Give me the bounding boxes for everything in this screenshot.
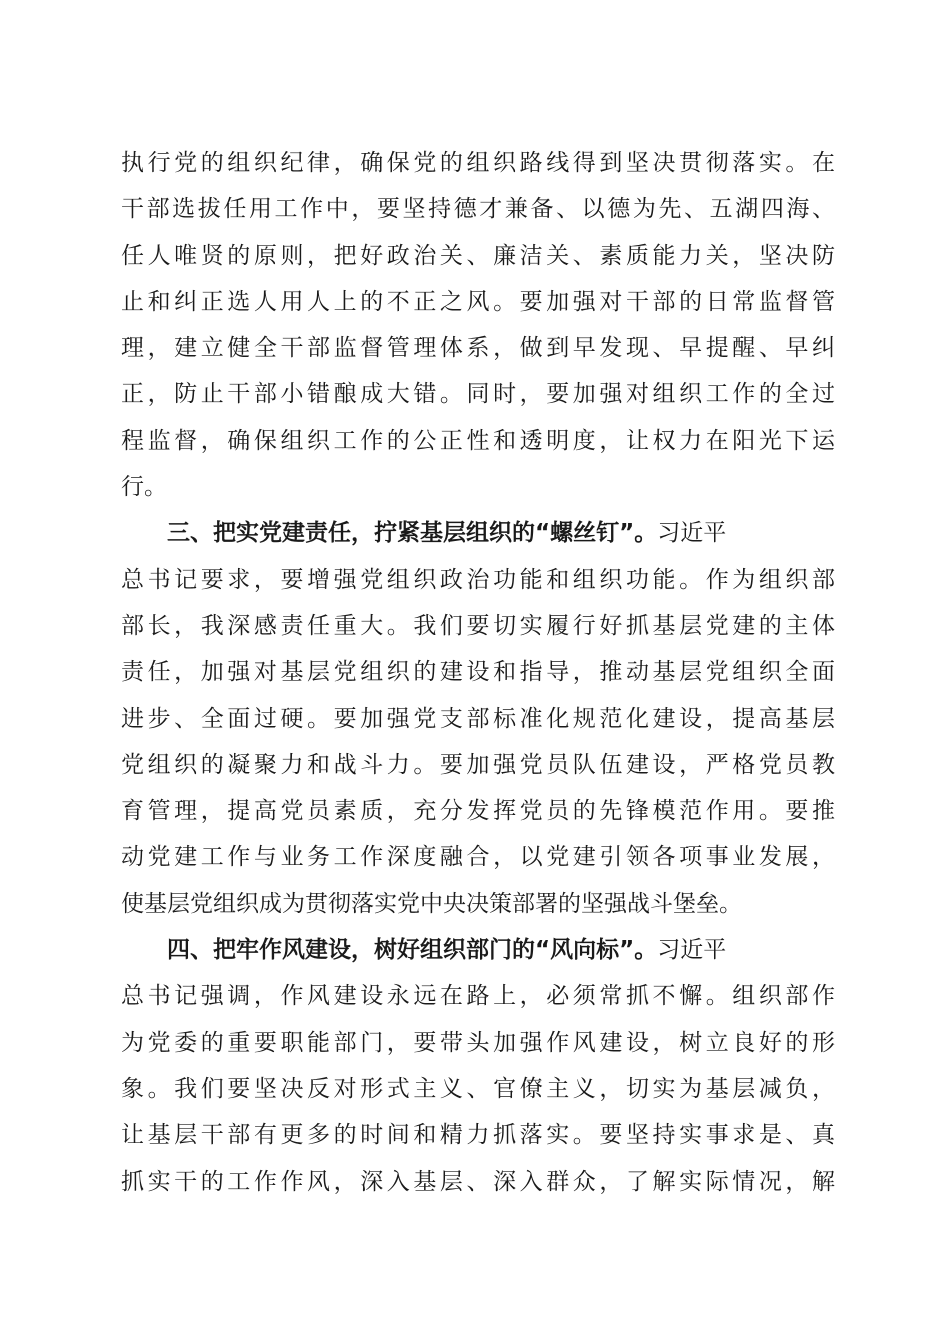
paragraph-3	[121, 927, 835, 1205]
text-line: 理，建立健全干部监督管理体系，做到早发现、早提醒、早纠	[121, 335, 835, 362]
text-line: 进步、全面过硬。要加强党支部标准化规范化建设，提高基层	[121, 705, 835, 732]
text-line: 抓实干的工作作风，深入基层、深入群众，了解实际情况，解	[121, 1168, 835, 1195]
paragraph-2	[121, 510, 835, 927]
text-line: 干部选拔任用工作中，要坚持德才兼备、以德为先、五湖四海、	[121, 196, 835, 223]
text-line: 使基层党组织成为贯彻落实党中央决策部署的坚强战斗堡垒。	[121, 890, 742, 917]
text-line: 让基层干部有更多的时间和精力抓落实。要坚持实事求是、真	[121, 1122, 835, 1149]
text-line: 止和纠正选人用人上的不正之风。要加强对干部的日常监督管	[121, 288, 835, 315]
text-line: 正，防止干部小错酿成大错。同时，要加强对组织工作的全过	[121, 381, 835, 408]
heading-line-rest: 习近平	[657, 520, 727, 547]
text-line: 总书记要求，要增强党组织政治功能和组织功能。作为组织部	[121, 566, 835, 593]
section-heading-3: 三、把实党建责任，拧紧基层组织的“螺丝钉”。	[167, 520, 658, 547]
text-line: 党组织的凝聚力和战斗力。要加强党员队伍建设，严格党员教	[121, 751, 835, 778]
text-line: 育管理，提高党员素质，充分发挥党员的先锋模范作用。要推	[121, 798, 835, 825]
heading-line-rest: 习近平	[657, 937, 727, 964]
document-page	[121, 140, 835, 1205]
text-line: 部长，我深感责任重大。我们要切实履行好抓基层党建的主体	[121, 612, 835, 639]
text-line: 总书记强调，作风建设永远在路上，必须常抓不懈。组织部作	[121, 983, 835, 1010]
text-line: 动党建工作与业务工作深度融合，以党建引领各项事业发展，	[121, 844, 835, 871]
heading-line	[121, 510, 835, 556]
text-line: 行。	[121, 474, 167, 501]
text-line: 为党委的重要职能部门，要带头加强作风建设，树立良好的形	[121, 1029, 835, 1056]
text-line: 执行党的组织纪律，确保党的组织路线得到坚决贯彻落实。在	[121, 150, 835, 176]
text-line: 象。我们要坚决反对形式主义、官僚主义，切实为基层减负，	[121, 1075, 835, 1102]
paragraph-1	[121, 140, 835, 510]
text-line: 责任，加强对基层党组织的建设和指导，推动基层党组织全面	[121, 659, 835, 686]
text-line: 程监督，确保组织工作的公正性和透明度，让权力在阳光下运	[121, 427, 835, 454]
section-heading-4: 四、把牢作风建设，树好组织部门的“风向标”。	[167, 937, 658, 964]
text-line: 任人唯贤的原则，把好政治关、廉洁关、素质能力关，坚决防	[121, 242, 835, 269]
heading-line	[121, 927, 835, 973]
